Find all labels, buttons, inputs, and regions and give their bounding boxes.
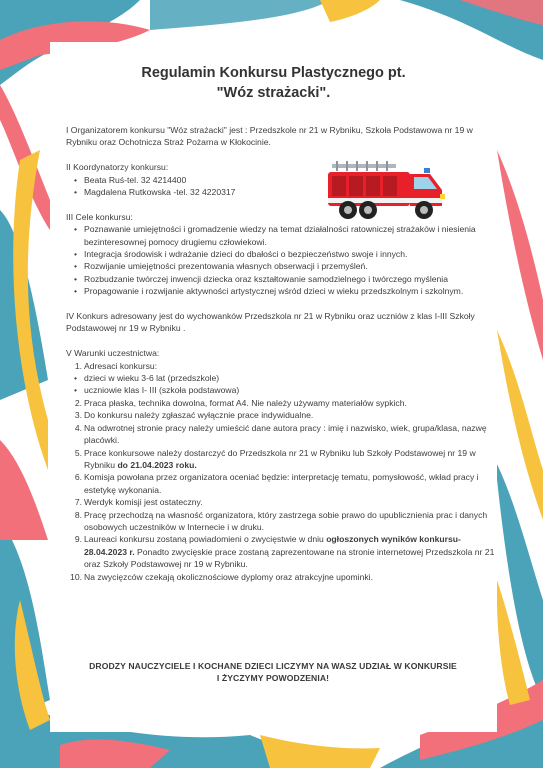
list-item: • Magdalena Rutkowska -tel. 32 4220317 (74, 186, 496, 198)
list-item: • uczniowie klas I- III (szkoła podstawowa) (74, 384, 496, 396)
item-text: Ponadto zwycięskie prace zostaną zaprezentowane na stronie internetowej Przedszkola nr 21 oraz Szkoły Podstawowej nr 19 w Rybniku. (84, 546, 495, 570)
list-item: • Propagowanie i rozwijanie aktywności artystycznej wśród dzieci w wieku przedszkolnym i szkolnym. (74, 285, 496, 297)
item-label: Adresaci konkursu: (84, 360, 158, 371)
title-line-2: "Wóz strażacki". (216, 85, 331, 101)
section-organizers: I Organizatorem konkursu "Wóz strażacki" jest : Przedszkole nr 21 w Rybniku, Szkoła Podstawowa nr 19 w Rybniku oraz Ochotnicza Straż Pożarna w Kłokocinie. (66, 125, 473, 148)
closing-message (66, 660, 480, 685)
list-item: 2. Praca płaska, technika dowolna, format A4. Nie należy używamy materiałów sypkich. (74, 397, 407, 408)
list-item: • Beata Ruś-tel. 32 4214400 (74, 174, 496, 186)
list-item: 8. Pracę przechodzą na własność organizatora, który zastrzega sobie prawo do upublicznienia prac i danych osobowych uczestników w Internecie i w druku. (74, 509, 488, 532)
participants-list (74, 372, 496, 397)
item-text: Laureaci konkursu zostaną powiadomieni o zwycięstwie w dniu (84, 534, 327, 545)
item-text: Komisja powołana przez organizatora oceniać będzie: interpretację tematu, pomysłowość, wkład pracy i estetykę wykonania. (84, 472, 479, 495)
item-text: Werdyk komisji jest ostateczny. (84, 497, 203, 508)
item-text: Do konkursu należy zgłaszać wyłącznie prace indywidualne. (84, 410, 314, 421)
list-item: • dzieci w wieku 3-6 lat (przedszkole) (74, 372, 496, 384)
results-date-text: ogłoszonych wyników konkursu- 28.04.2023 r. (84, 534, 461, 557)
conditions-list (66, 360, 496, 583)
deadline-text: do 21.04.2023 roku. (117, 459, 197, 470)
page-title (50, 63, 497, 103)
list-item: 7. Werdyk komisji jest ostateczny. (74, 497, 203, 508)
list-item: • Rozwijanie umiejętności prezentowania własnych obserwacji i przemyśleń. (74, 260, 496, 272)
list-item: 4. Na odwrotnej stronie pracy należy umieścić dane autora pracy : imię i nazwisko, wiek, grupa/klasa, nazwę placówki. (74, 422, 487, 446)
list-item: • Integracja środowisk i wdrażanie dzieci do dbałości o bezpieczeństwo swoje i innych. (74, 248, 496, 260)
item-text: Prace konkursowe należy dostarczyć do Przedszkola nr 21 w Rybniku lub Szkoły Podstawowej nr 19 w Rybniku (84, 447, 476, 470)
list-item: 6. Komisja powołana przez organizatora oceniać będzie: interpretację tematu, pomysłowość, wkład pracy i estetykę wykonania. (74, 472, 479, 495)
list-item: 9. Laureaci konkursu zostaną powiadomieni o zwycięstwie w dniu ogłoszonych wyników konkursu- 28.04.2023 r. Ponadto zwycięskie prace zostaną zaprezentowane na stronie internetowej Przedszkola nr 21 oraz Szkoły Podstawowej nr 19 w Rybniku. (74, 534, 495, 570)
section-conditions-heading: V Warunki uczestnictwa: (66, 348, 160, 359)
title-line-1: Regulamin Konkursu Plastycznego pt. (141, 65, 406, 81)
item-text: Pracę przechodzą na własność organizatora, który zastrzega sobie prawo do upublicznienia prac i danych osobowych uczestników w Internecie i w druku. (84, 509, 488, 532)
list-item: 5. Prace konkursowe należy dostarczyć do Przedszkola nr 21 w Rybniku lub Szkoły Podstawowej nr 19 w Rybniku do 21.04.2023 roku. (74, 447, 476, 470)
item-text: Praca płaska, technika dowolna, format A4. Nie należy używamy materiałów sypkich. (84, 397, 407, 408)
section-goals-heading: III Cele konkursu: (66, 211, 133, 222)
closing-line-2: I ŻYCZYMY POWODZENIA! (216, 673, 330, 684)
closing-line-1: DRODZY NAUCZYCIELE I KOCHANE DZIECI LICZYMY NA WASZ UDZIAŁ W KONKURSIE (89, 661, 457, 671)
list-item: 3. Do konkursu należy zgłaszać wyłącznie prace indywidualne. (74, 410, 314, 421)
list-item: 1. Adresaci konkursu: • dzieci w wieku 3-6 lat (przedszkole) • uczniowie klas I- III (szkoła podstawowa) (70, 360, 496, 397)
list-item: • Rozbudzanie twórczej inwencji dziecka oraz kształtowanie samodzielnego i twórczego myślenia (74, 273, 496, 285)
list-item: 10. Na zwycięzców czekają okolicznościowe dyplomy oraz atrakcyjne upominki. (70, 571, 373, 582)
section-coordinators-heading: II Koordynatorzy konkursu: (66, 162, 169, 173)
goals-list (66, 223, 496, 297)
item-text: Na zwycięzców czekają okolicznościowe dyplomy oraz atrakcyjne upominki. (84, 571, 373, 582)
item-text: Na odwrotnej stronie pracy należy umieścić dane autora pracy : imię i nazwisko, wiek, grupa/klasa, nazwę placówki. (84, 422, 487, 446)
list-item: • Poznawanie umiejętności i gromadzenie wiedzy na temat działalności ratowniczej strażaków i niesienia bezinteresownej pomocy drugiemu człowiekowi. (74, 223, 496, 248)
regulations-content (66, 124, 496, 583)
coordinators-list (66, 174, 496, 199)
section-audience: IV Konkurs adresowany jest do wychowanków Przedszkola nr 21 w Rybniku oraz uczniów z klas I-III Szkoły Podstawowej nr 19 w Rybniku . (66, 311, 475, 334)
